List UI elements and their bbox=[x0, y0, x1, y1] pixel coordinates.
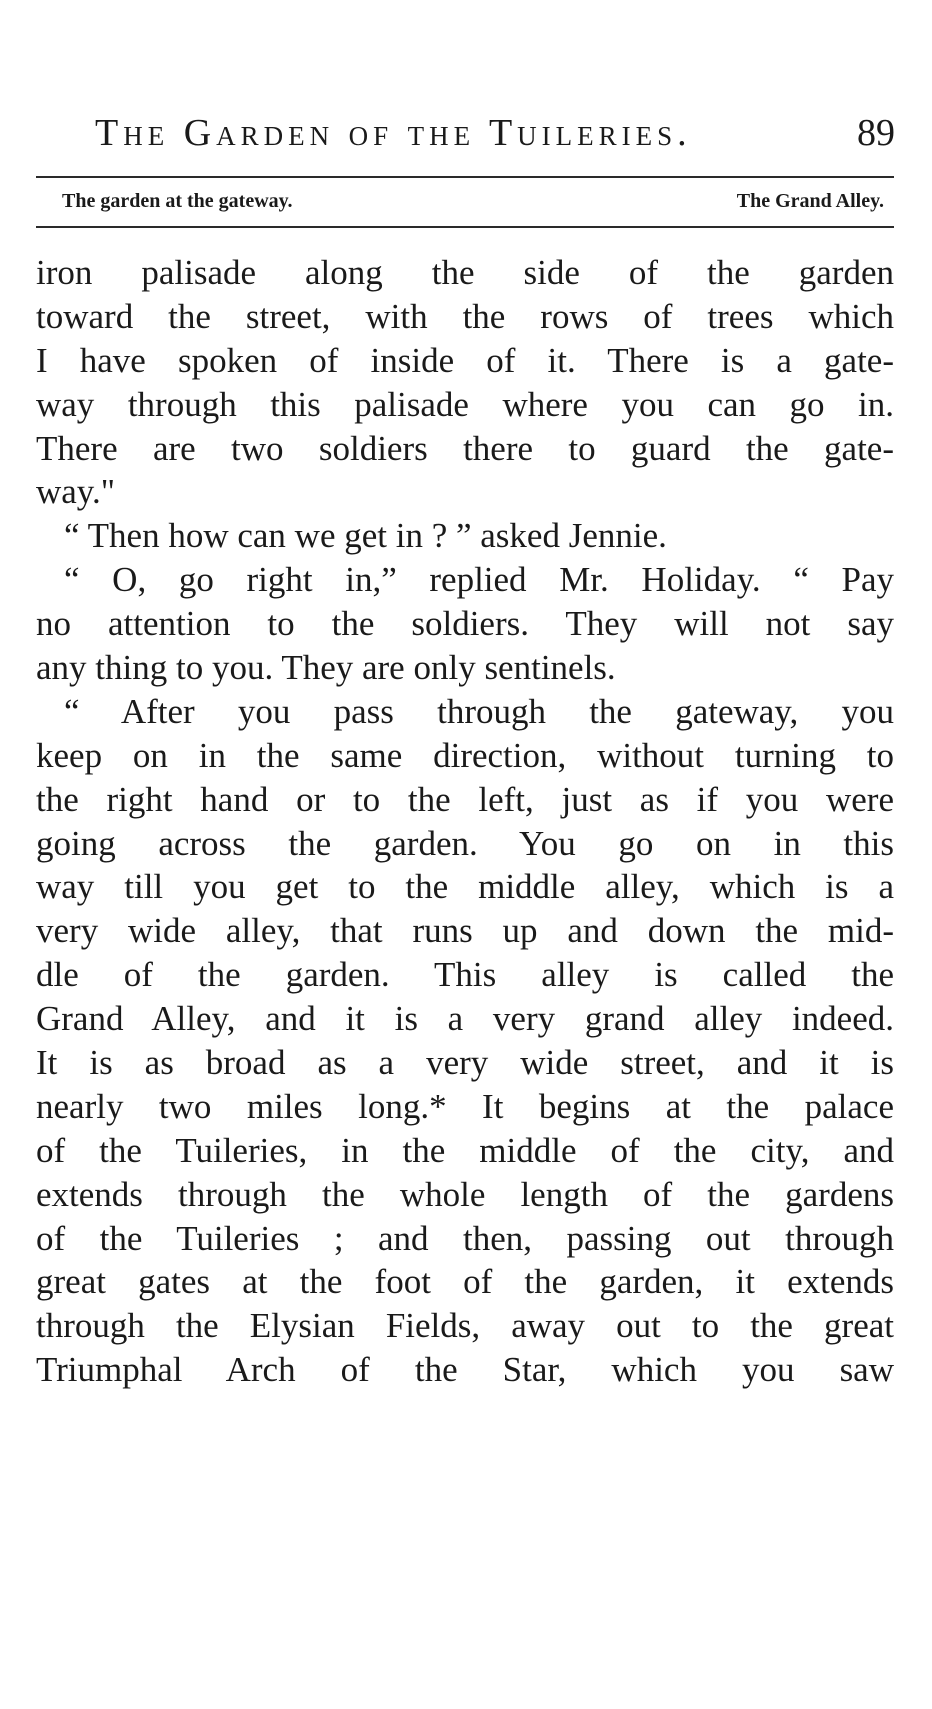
running-header bbox=[95, 108, 895, 158]
text-line: nearly two miles long.* It begins at the palace bbox=[36, 1086, 894, 1126]
text-line: through the Elysian Fields, away out to the great bbox=[36, 1306, 894, 1346]
text-line: extends through the whole length of the gardens bbox=[36, 1174, 894, 1214]
text-line: Triumphal Arch of the Star, which you saw bbox=[36, 1350, 894, 1390]
text-line: way." bbox=[36, 472, 116, 512]
running-title: The Garden of the Tuileries. bbox=[95, 112, 692, 154]
subheading-left: The garden at the gateway. bbox=[62, 190, 293, 212]
body-text bbox=[36, 251, 894, 1392]
text-line: “ Then how can we get in ? ” asked Jennie. bbox=[64, 516, 667, 556]
text-line: any thing to you. They are only sentinels. bbox=[36, 648, 616, 688]
text-line: iron palisade along the side of the garden bbox=[36, 253, 894, 292]
page-number: 89 bbox=[857, 112, 895, 154]
text-line: It is as broad as a very wide street, and it is bbox=[36, 1043, 894, 1083]
header-rule-top bbox=[36, 176, 894, 178]
text-line: “ After you pass through the gateway, you bbox=[64, 691, 894, 731]
text-line: I have spoken of inside of it. There is a gate- bbox=[36, 340, 894, 380]
text-line: dle of the garden. This alley is called the bbox=[36, 955, 894, 995]
text-line: There are two soldiers there to guard the gate- bbox=[36, 428, 894, 468]
text-line: of the Tuileries, in the middle of the city, and bbox=[36, 1130, 894, 1170]
header-rule-bottom bbox=[36, 226, 894, 228]
text-line: going across the garden. You go on in this bbox=[36, 823, 894, 863]
text-line: way till you get to the middle alley, which is a bbox=[36, 867, 894, 907]
text-line: toward the street, with the rows of trees which bbox=[36, 296, 894, 336]
subheading-right: The Grand Alley. bbox=[736, 190, 884, 212]
text-line: “ O, go right in,” replied Mr. Holiday. “ Pay bbox=[64, 560, 894, 600]
text-line: keep on in the same direction, without turning to bbox=[36, 735, 894, 775]
text-line: no attention to the soldiers. They will not say bbox=[36, 604, 894, 644]
text-line: great gates at the foot of the garden, it extends bbox=[36, 1262, 894, 1302]
text-line: way through this palisade where you can go in. bbox=[36, 384, 894, 424]
text-line: the right hand or to the left, just as if you were bbox=[36, 779, 894, 819]
text-line: of the Tuileries ; and then, passing out through bbox=[36, 1218, 894, 1258]
text-line: Grand Alley, and it is a very grand alley indeed. bbox=[36, 999, 894, 1039]
text-line: very wide alley, that runs up and down the mid- bbox=[36, 911, 894, 951]
